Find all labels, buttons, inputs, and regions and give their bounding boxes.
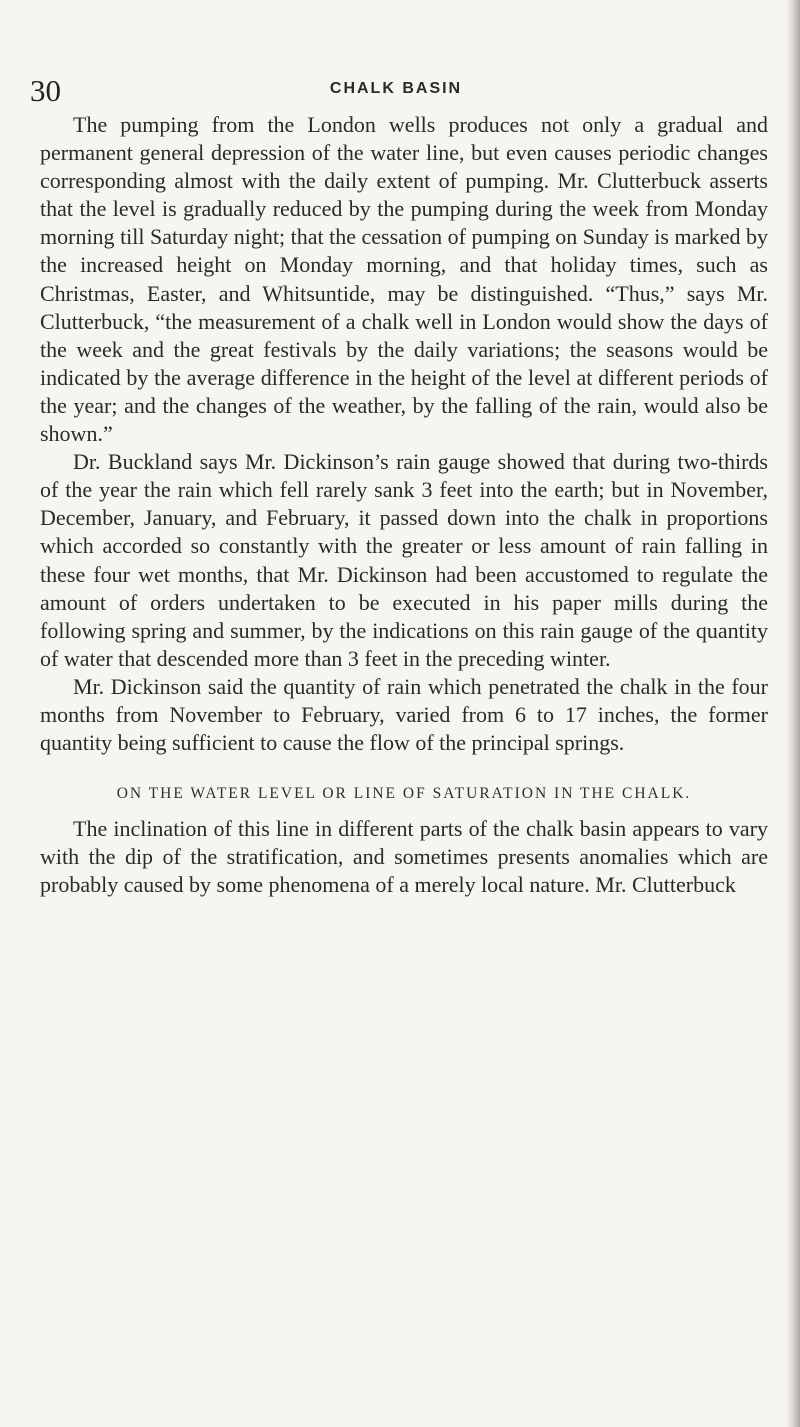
paragraph-dickinson: Mr. Dickinson said the quantity of rain which penetrated the chalk in the four months from November to February, varied from 6 to 17 inches, the former quantity being sufficient to cause the flow of the principal springs.	[40, 673, 768, 756]
paragraph-pumping: The pumping from the London wells produces not only a gradual and permanent general depression of the water line, but even causes periodic changes corresponding almost with the daily extent of pumping. Mr. Clutterbuck asserts that the level is gradually reduced by the pumping during the week from Monday morning till Saturday night; that the cessation of pumping on Sunday is marked by the increased height on Monday morning, and that holiday times, such as Christmas, Easter, and Whitsuntide, may be distinguished. “Thus,” says Mr. Clutterbuck, “the measurement of a chalk well in London would show the days of the week and the great festivals by the daily variations; the seasons would be indicated by the average difference in the height of the level at different periods of the year; and the changes of the weather, by the falling of the rain, would also be shown.”	[40, 112, 768, 447]
paragraph-buckland: Dr. Buckland says Mr. Dickinson’s rain gauge showed that during two-thirds of the year the rain which fell rarely sank 3 feet into the earth; but in November, December, January, and February, it passed down into the chalk in proportions which accorded so constantly with the greater or less amount of rain falling in these four wet months, that Mr. Dickinson had been accustomed to regulate the amount of orders undertaken to be executed in his paper mills during the following spring and summer, by the indications on this rain gauge of the quantity of water that descended more than 3 feet in the preceding winter.	[40, 449, 768, 671]
running-head	[26, 74, 766, 108]
page-number: 30	[30, 73, 61, 108]
page-edge-shadow	[786, 0, 800, 1427]
section-heading: ON THE WATER LEVEL OR LINE OF SATURATION IN THE CHALK.	[116, 785, 692, 803]
running-title: CHALK BASIN	[329, 80, 463, 97]
paragraph-inclination: The inclination of this line in different parts of the chalk basin appears to vary with the dip of the stratification, and sometimes presents anomalies which are probably caused by some phenomena of a merely local nature. Mr. Clutterbuck	[40, 816, 768, 898]
body-text	[40, 111, 768, 899]
